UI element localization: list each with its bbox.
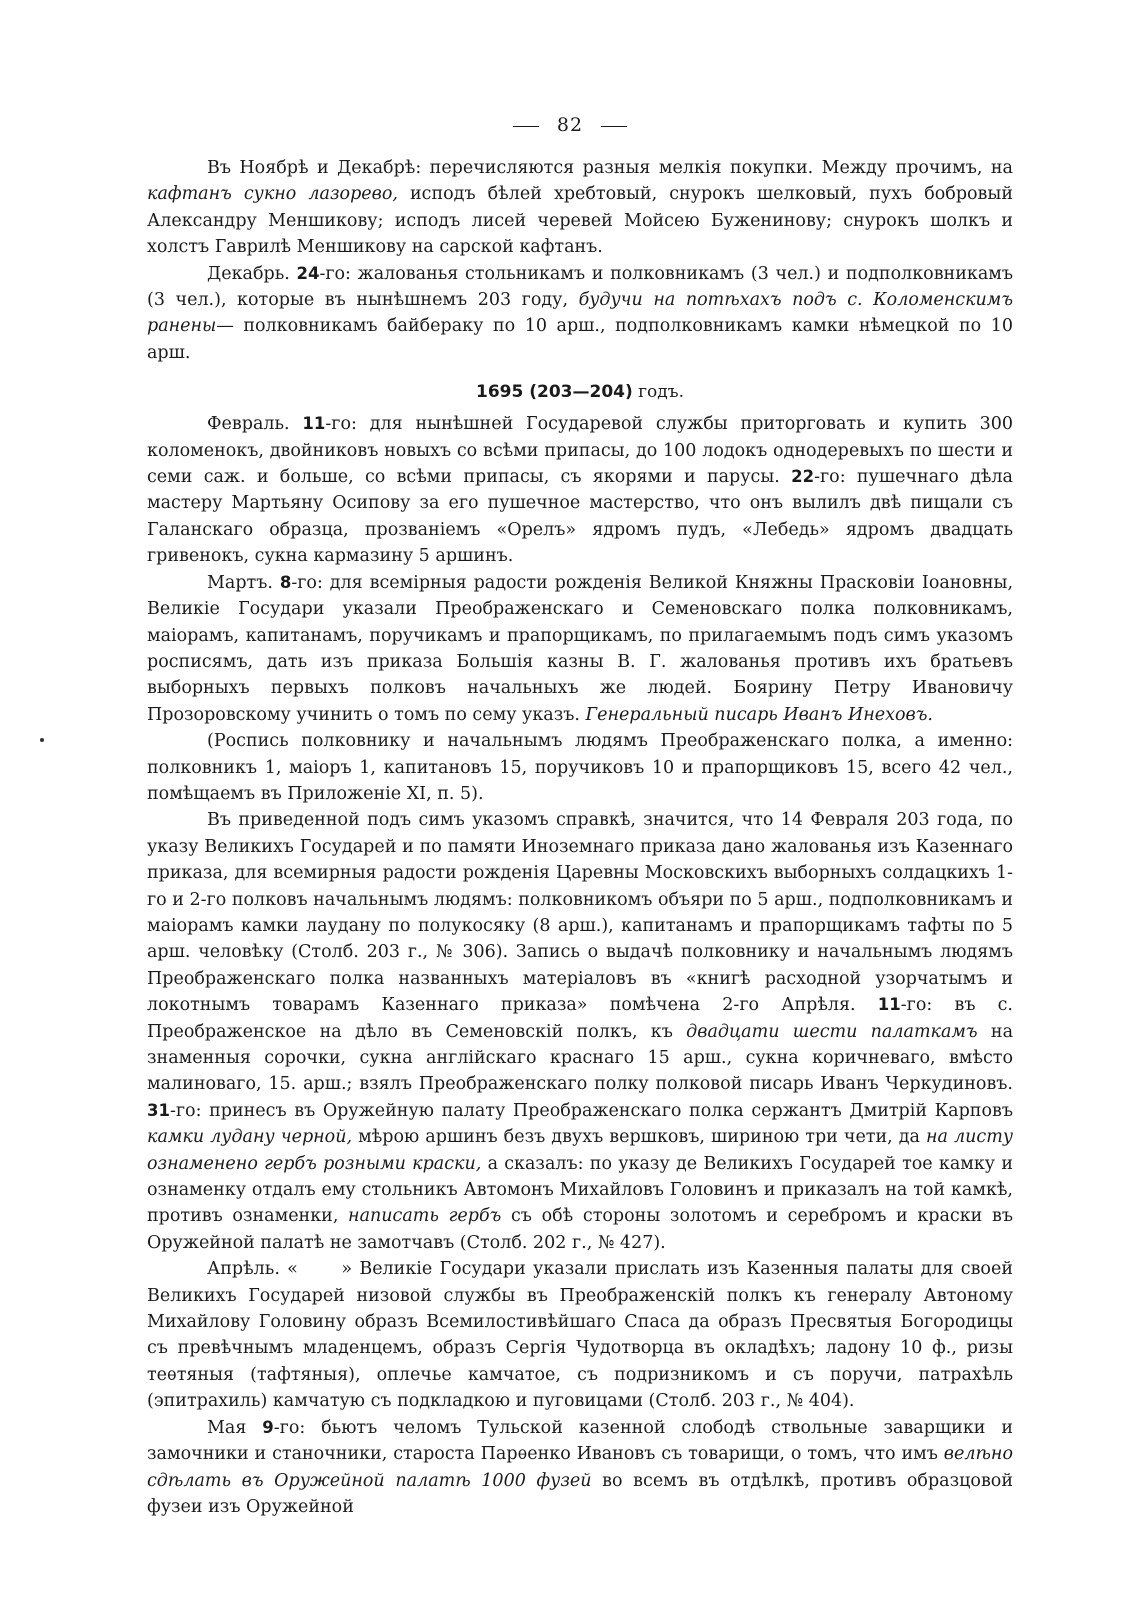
paragraph-may bbox=[147, 1415, 1013, 1521]
text-run: Въ Ноябрѣ и Декабрѣ: перечисляются разныя мелкія покупки. Между прочимъ, на bbox=[207, 158, 1013, 178]
italic-run: двадцати шести палаткамъ bbox=[686, 1021, 978, 1042]
text-run: а сказалъ: по указу де Великихъ Государей тое камку и ознаменку отдалъ ему стольникъ Автомонъ Михайловъ Головинъ и приказалъ на той камкѣ, противъ ознаменки, bbox=[147, 1153, 1014, 1227]
heading-suffix: годъ. bbox=[632, 382, 684, 403]
italic-run: камки лудану черной, bbox=[147, 1127, 353, 1148]
paragraph-april: Апрѣль. « » Великіе Государи указали прислать изъ Казенныя палаты для своей Великихъ Государей низовой службы въ Преображенскій полкъ къ генералу Автоному Михайлову Головину образъ Всемилостивѣйшаго Спаса да образъ Пресвятыя Богородицы съ превѣчнымъ младенцемъ, образъ Сергія Чудотворца въ окладѣхъ; ладону 10 ф., ризы теѳтяныя (тафтяныя), оплечье камчатое, съ подризникомъ и съ поручи, патрахѣль (эпитрахиль) камчатую съ подкладкою и пуговицами (Столб. 203 г., № 404). bbox=[147, 1259, 1019, 1412]
dash-right bbox=[601, 126, 627, 127]
text-run: Мая bbox=[207, 1417, 263, 1438]
date-number: 22 bbox=[791, 467, 815, 487]
paragraph-reference bbox=[147, 807, 1013, 1256]
text-run: Декабрь. bbox=[207, 263, 297, 284]
text-run: Мартъ. bbox=[207, 572, 280, 593]
text-run: мѣрою аршинъ безъ двухъ вершковъ, шириною три чети, да bbox=[352, 1127, 927, 1148]
text-run: -го: принесъ въ Оружейную палату Преображенскаго полка сержантъ Дмитрій Карповъ bbox=[169, 1100, 1013, 1121]
text-run: на знаменныя сорочки, сукна англійскаго краснаго 15 арш., сукна коричневаго, вмѣсто малиноваго, 15. арш.; взялъ Преображенскаго полку полковой писарь Иванъ Черкудиновъ. bbox=[147, 1021, 1013, 1095]
text-run: -го: въ с. Преображенское на дѣло въ Семеновскій полкъ, къ bbox=[147, 995, 1013, 1042]
date-number: 31 bbox=[147, 1100, 170, 1120]
date-number: 9 bbox=[262, 1417, 274, 1437]
paragraph-february bbox=[147, 411, 1013, 569]
body-text bbox=[147, 155, 1019, 1520]
paragraph-november-december bbox=[147, 155, 1013, 261]
text-run: во всемъ въ отдѣлкѣ, противъ образцовой фузеи изъ Оружейной bbox=[147, 1470, 1013, 1517]
date-number: 8 bbox=[279, 572, 292, 592]
section-heading bbox=[147, 379, 1013, 405]
paragraph-december bbox=[147, 261, 1013, 367]
margin-dot bbox=[40, 738, 44, 742]
italic-run: на листу ознаменено гербъ розными краски, bbox=[147, 1127, 1013, 1174]
italic-run: Генеральный писарь Иванъ Инеховъ. bbox=[585, 704, 933, 725]
paragraph-march bbox=[147, 570, 1013, 728]
italic-run: написать гербъ bbox=[348, 1206, 502, 1227]
dash-left bbox=[513, 126, 539, 127]
heading-year: 1695 (203—204) bbox=[476, 382, 633, 403]
text-run: -го: бьютъ челомъ Тульской казенной слободѣ ствольные заварщики и замочники и станочники, староста Парѳенко Ивановъ съ товарищи, о томъ, что имъ bbox=[147, 1417, 1013, 1465]
text-run: Въ приведенной подъ симъ указомъ справкѣ, значится, что 14 Февраля 203 года, по указу Великихъ Государей и по памяти Иноземнаго приказа дано жалованья изъ Казеннаго приказа, для всемирныя радости рожденія Царевны Московскихъ выборныхъ солдацкихъ 1-го и 2-го полковъ начальнымъ людямъ: полковникомъ объяри по 5 арш., подполковникамъ и маіорамъ камки лаудану по полукосяку (8 арш.), капитанамъ и прапорщикамъ тафты по 5 арш. человѣку (Столб. 203 г., № 306). Запись о выдачѣ полковнику и начальнымъ людямъ Преображенскаго полка названныхъ матеріаловъ въ «книгѣ расходной узорчатымъ и локотнымъ товарамъ Казеннаго приказа» помѣчена 2-го Апрѣля. bbox=[147, 810, 1013, 1016]
page-number bbox=[0, 114, 1140, 136]
date-number: 24 bbox=[296, 263, 320, 283]
italic-run: будучи на потѣхахъ подъ с. Коломенскимъ ранены bbox=[147, 290, 1013, 337]
page-number-value: 82 bbox=[556, 114, 584, 136]
text-run: -го: пушечнаго дѣла мастеру Мартьяну Осипову за его пушечное мастерство, что онъ вылилъ двѣ пищали съ Галанскаго образца, прозваніемъ «Орелъ» ядромъ пудъ, «Лебедь» ядромъ двадцать гривенокъ, сукна кармазину 5 аршинъ. bbox=[147, 467, 1013, 567]
italic-run: велѣно сдѣлать въ Оружейной палатѣ 1000 фузей bbox=[147, 1444, 1013, 1491]
text-run: -го: жалованья стольникамъ и полковникамъ (3 чел.) и подполковникамъ (3 чел.), которые въ нынѣшнемъ 203 году, bbox=[147, 263, 1013, 311]
date-number: 11 bbox=[877, 995, 901, 1015]
date-number: 11 bbox=[302, 414, 326, 434]
text-run: -го: для всемірныя радости рожденія Великой Княжны Прасковіи Іоановны, Великіе Государи указали Преображенскаго и Семеновскаго полка полковникамъ, маіорамъ, капитанамъ, поручикамъ и прапорщикамъ, по прилагаемымъ подъ симъ указомъ росписямъ, дать изъ приказа Большія казны В. Г. жалованья противъ ихъ братьевъ выборныхъ первыхъ полковъ начальныхъ же людей. Боярину Петру Ивановичу Прозоровскому учинить о томъ по сему указъ. bbox=[147, 572, 1014, 725]
paragraph-roster: (Роспись полковнику и начальнымъ людямъ Преображенскаго полка, а именно: полковникъ 1, маіоръ 1, капитановъ 15, поручиковъ 10 и прапорщиковъ 15, всего 42 чел., помѣщаемъ въ Приложеніе XI, п. 5). bbox=[147, 731, 1013, 804]
italic-run: кафтанъ сукно лазорево, bbox=[147, 184, 398, 205]
text-run: — полковникамъ байбераку по 10 арш., подполковникамъ камки нѣмецкой по 10 арш. bbox=[147, 316, 1013, 363]
text-run: -го: для нынѣшней Государевой службы приторговать и купить 300 коломенокъ, двойниковъ новыхъ со всѣми припасы, до 100 лодокъ однодеревыхъ по шести и семи саж. и больше, со всѣми припасы, съ якорями и парусы. bbox=[147, 414, 1013, 488]
text-run: Февраль. bbox=[207, 414, 303, 435]
text-run: съ обѣ стороны золотомъ и серебромъ и краски въ Оружейной палатѣ не замотчавъ (Столб. 202 г., № 427). bbox=[147, 1206, 1013, 1253]
text-run: исподъ бѣлей хребтовый, снурокъ шелковый, пухъ бобровый Александру Меншикову; исподъ лисей черевей Мойсею Буженинову; снурокъ шолкъ и холстъ Гаврилѣ Меншикову на сарской кафтанъ. bbox=[147, 184, 1013, 258]
